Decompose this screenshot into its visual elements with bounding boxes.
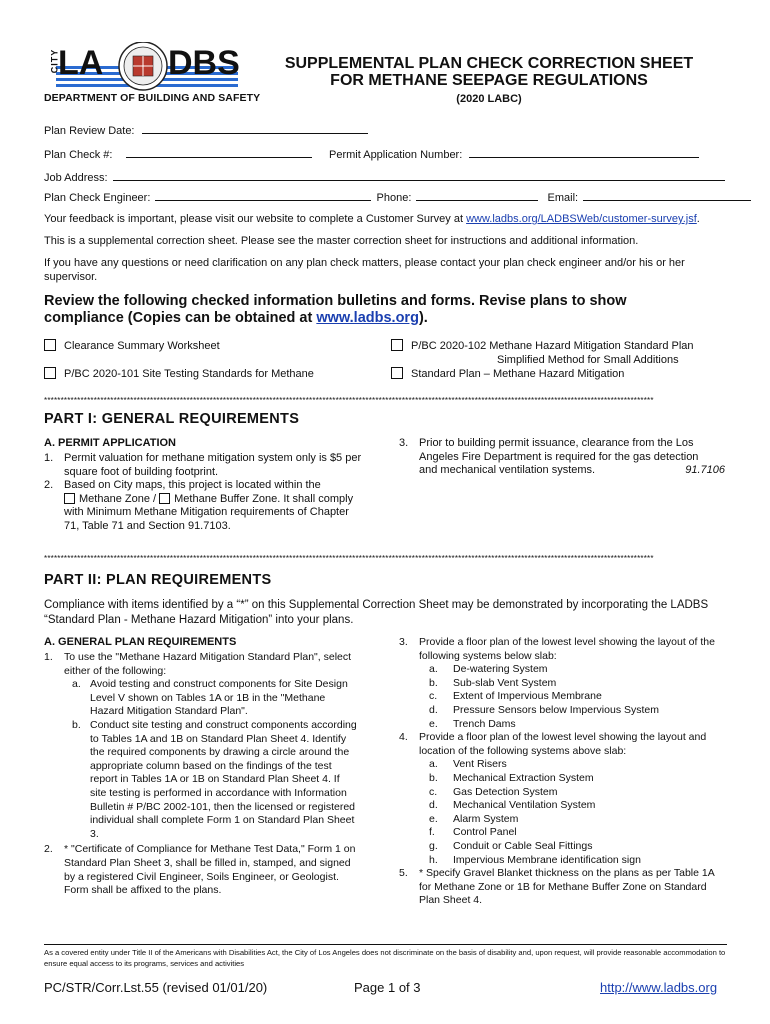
plan-check-label: Plan Check #: — [44, 149, 113, 161]
field-plan-review-date — [44, 122, 368, 139]
methane-zone-checkbox[interactable] — [64, 493, 75, 504]
sub-item-text: Conduct site testing and construct components according to Tables 1A and 1B on Standard Plan Sheet 4. Identify the required components by drawing a circle around the appropriate column based on the findings of the test report in Tables 1A or 1B on Standard Plan Sheet 4. If site testing is performed in accordance with Information Bulletin # P/BC 2002-101, then the licensed or registered individual shall complete Form 1 on Standard Plan Sheet 3. — [90, 718, 357, 840]
sub-item: f. Control Panel — [429, 826, 517, 839]
checkbox[interactable] — [391, 367, 403, 379]
ladbs-website-link[interactable]: http://www.ladbs.org — [600, 980, 718, 995]
item-text-cont: with Minimum Methane Mitigation requirements of Chapter 71, Table 71 and Section 91.7103. — [64, 506, 349, 532]
checklist-label: P/BC 2020-101 Site Testing Standards for Methane — [64, 368, 314, 380]
feedback-text: Your feedback is important, please visit our website to complete a Customer Survey at — [44, 213, 467, 225]
sub-item: d. Pressure Sensors below Impervious System — [429, 703, 659, 716]
logo-la: LA — [58, 44, 104, 82]
list-item: 4. Provide a floor plan of the lowest level showing the layout and location of the following systems above slab: a. Vent Risers b. Mechanical Extraction System c. Gas Detection System d. Mechanical Ventilation System e. Alarm System f. Control Panel g. Conduit or Cable Seal Fittings h. Impervious Membrane identification sign — [399, 731, 729, 867]
part-1-section-a: A. PERMIT APPLICATION — [44, 437, 176, 449]
sub-item-text: Control Panel — [453, 826, 517, 839]
logo-dbs: DBS — [168, 44, 240, 82]
sub-item: h. Impervious Membrane identification sign — [429, 853, 641, 866]
part-2-title: PART II: PLAN REQUIREMENTS — [44, 572, 272, 588]
part-2-section-a: A. GENERAL PLAN REQUIREMENTS — [44, 636, 237, 648]
sub-item-text: De-watering System — [453, 663, 548, 676]
checklist-label: Clearance Summary Worksheet — [64, 340, 220, 352]
sub-item-text: Mechanical Ventilation System — [453, 799, 596, 812]
part-2-intro: Compliance with items identified by a “*” on this Supplemental Correction Sheet may be demonstrated by incorporating the LADBS “Standard Plan - Methane Hazard Mitigation” into your plans. — [44, 599, 709, 626]
permit-application-input[interactable] — [469, 146, 699, 158]
methane-buffer-checkbox[interactable] — [159, 493, 170, 504]
item-text: * "Certificate of Compliance for Methane Test Data," Form 1 on Standard Plan Sheet 3, shall be filled in, stamped, and signed by a registered Civil Engineer, Soils Engineer, or Geologist. Form shall be affixed to the plans. — [64, 843, 356, 897]
sub-item-text: Vent Risers — [453, 758, 507, 771]
field-plan-check — [44, 146, 312, 163]
checklist-standard-plan[interactable] — [391, 367, 624, 382]
item-text: Permit valuation for methane mitigation system only is $5 per square foot of building footprint. — [64, 452, 362, 478]
field-engineer-row — [44, 189, 751, 206]
sub-item: a. De-watering System — [429, 663, 548, 676]
sub-item: a. Vent Risers — [429, 758, 507, 771]
part-1-col-left — [44, 452, 374, 534]
logo-department: DEPARTMENT OF BUILDING AND SAFETY — [44, 92, 261, 104]
sub-item: c. Extent of Impervious Membrane — [429, 690, 602, 703]
list-item: 1. Permit valuation for methane mitigation system only is $5 per square foot of building footprint. — [44, 452, 374, 479]
form-number: PC/STR/Corr.Lst.55 (revised 01/01/20) — [44, 980, 268, 995]
checkbox[interactable] — [44, 339, 56, 351]
item-text: Based on City maps, this project is located within the — [64, 479, 321, 492]
checklist-label-line2: Simplified Method for Small Additions — [497, 353, 679, 366]
sub-item-text: Trench Dams — [453, 717, 516, 730]
job-address-label: Job Address: — [44, 172, 108, 184]
list-item: 3. Provide a floor plan of the lowest level showing the layout of the following systems below slab: a. De-watering System b. Sub-slab Vent System c. Extent of Impervious Membrane d. Pressure Sensors below Impervious System e. Trench Dams — [399, 636, 729, 731]
phone-input[interactable] — [416, 189, 538, 201]
supplemental-paragraph: This is a supplemental correction sheet. Please see the master correction sheet for instructions and additional information. — [44, 235, 639, 247]
list-item: 2. Based on City maps, this project is located within the Methane Zone / Methane Buffer Zone. It shall comply with Minimum Methane Mitigation requirements of Chapter 71, Table 71 and Section 91.7103. — [44, 479, 374, 533]
code-reference: 91.7106 — [685, 464, 725, 476]
plan-review-date-input[interactable] — [142, 122, 368, 134]
sub-item-text: Conduit or Cable Seal Fittings — [453, 839, 593, 852]
sub-item: d. Mechanical Ventilation System — [429, 799, 596, 812]
list-item: 2. * "Certificate of Compliance for Methane Test Data," Form 1 on Standard Plan Sheet 3, shall be filled in, stamped, and signed by a registered Civil Engineer, Soils Engineer, or Geologist. Form shall be affixed to the plans. — [44, 843, 384, 897]
phone-label: Phone: — [376, 192, 412, 204]
footer-rule — [44, 944, 727, 945]
plan-review-date-label: Plan Review Date: — [44, 125, 135, 137]
sub-item: b. Mechanical Extraction System — [429, 771, 594, 784]
checklist-pbc-101[interactable] — [44, 367, 314, 382]
field-job-address — [44, 169, 725, 186]
methane-buffer-label: Methane Buffer Zone. It shall comply — [174, 492, 354, 505]
sub-item: c. Gas Detection System — [429, 785, 558, 798]
sub-item: a. Avoid testing and construct components for Site Design Level V shown on Tables 1A or 1B in the "Methane Hazard Mitigation Standard Plan". — [64, 678, 384, 719]
job-address-input[interactable] — [113, 169, 725, 181]
feedback-paragraph — [44, 213, 734, 227]
sub-item: b. Sub-slab Vent System — [429, 676, 557, 689]
feedback-period: . — [696, 213, 700, 225]
logo-city: CITY — [49, 48, 60, 74]
customer-survey-link[interactable]: www.ladbs.org/LADBSWeb/customer-survey.jsf — [466, 213, 697, 225]
sub-item: e. Trench Dams — [429, 717, 516, 730]
checklist-clearance[interactable] — [44, 339, 220, 354]
email-label: Email: — [547, 192, 579, 204]
permit-application-label: Permit Application Number: — [329, 149, 463, 161]
list-item: 5. * Specify Gravel Blanket thickness on the plans as per Table 1A for Methane Zone or 1B for Methane Buffer Zone on Standard Plan Sheet 4. — [399, 867, 729, 908]
review-heading — [44, 293, 684, 327]
plan-check-engineer-label: Plan Check Engineer: — [44, 192, 151, 204]
email-input[interactable] — [583, 189, 751, 201]
list-item: 3. Prior to building permit issuance, clearance from the Los Angeles Fire Department is required for the gas detection and mechanical ventilation systems. 91.7106 — [399, 437, 725, 477]
item-text: Provide a floor plan of the lowest level showing the layout of the following systems below slab: — [419, 636, 715, 662]
ada-notice: As a covered entity under Title II of the Americans with Disabilities Act, the City of Los Angeles does not discriminate on the basis of disability and, upon request, will provide reasonable accommodation to ensure equal access to its programs, services and activities — [44, 948, 726, 968]
item-text: * Specify Gravel Blanket thickness on the plans as per Table 1A for Methane Zone or 1B for Methane Buffer Zone on Standard Plan Sheet 4. — [419, 867, 715, 907]
sub-item-text: Gas Detection System — [453, 785, 558, 798]
page-title — [250, 55, 728, 109]
sub-item-text: Pressure Sensors below Impervious System — [453, 703, 659, 716]
list-item: 1. To use the "Methane Hazard Mitigation Standard Plan", select either of the following: a. Avoid testing and construct components for Site Design Level V shown on Tables 1A or 1B in the "Methane Hazard Mitigation Standard Plan". b. Conduct site testing and construct components according to Tables 1A and 1B on Standard Plan Sheet 4. Identify the required components by drawing a circle around the appropriate column based on the findings of the test report in Tables 1A or 1B on Standard Plan Sheet 4. If site testing is performed in accordance with Information Bulletin # P/BC 2002-101, then the licensed or registered individual shall complete Form 1 on Standard Plan Sheet 3. — [44, 651, 384, 841]
item-text: Prior to building permit issuance, clearance from the Los Angeles Fire Department is required for the gas detection and mechanical ventilation systems. — [419, 437, 699, 477]
title-line-2: FOR METHANE SEEPAGE REGULATIONS — [330, 72, 648, 89]
item-text: To use the "Methane Hazard Mitigation Standard Plan", select either of the following: — [64, 651, 352, 677]
sub-item-text: Mechanical Extraction System — [453, 771, 594, 784]
part-2-col-left — [44, 651, 384, 898]
separator-stars: **************************************************************************************************************************************************************************************** — [44, 554, 654, 563]
separator-stars: **************************************************************************************************************************************************************************************** — [44, 396, 654, 405]
sub-item-text: Alarm System — [453, 812, 519, 825]
code-edition: (2020 LABC) — [456, 93, 522, 105]
sub-item: b. Conduct site testing and construct components according to Tables 1A and 1B on Standard Plan Sheet 4. Identify the required components by drawing a circle around the appropriate column based on the findings of the test report in Tables 1A or 1B on Standard Plan Sheet 4. If site testing is performed in accordance with Information Bulletin # P/BC 2002-101, then the licensed or registered individual shall complete Form 1 on Standard Plan Sheet 3. — [72, 718, 357, 840]
item-text: Provide a floor plan of the lowest level showing the layout and location of the following systems above slab: — [419, 731, 707, 757]
sub-item-text: Sub-slab Vent System — [453, 676, 557, 689]
sub-item: g. Conduit or Cable Seal Fittings — [429, 839, 593, 852]
field-permit-application — [329, 146, 699, 163]
checklist-pbc-102[interactable] — [391, 339, 694, 367]
sub-list — [419, 758, 729, 867]
plan-check-input[interactable] — [126, 146, 312, 158]
sub-item-text: Extent of Impervious Membrane — [453, 690, 602, 703]
checklist-label: P/BC 2020-102 Methane Hazard Mitigation Standard Plan — [411, 340, 694, 352]
checkbox[interactable] — [391, 339, 403, 351]
plan-check-engineer-input[interactable] — [155, 189, 371, 201]
title-line-1: SUPPLEMENTAL PLAN CHECK CORRECTION SHEET — [284, 55, 694, 72]
checklist-label: Standard Plan – Methane Hazard Mitigation — [411, 368, 625, 380]
sub-item: e. Alarm System — [429, 812, 519, 825]
sub-item-text: Impervious Membrane identification sign — [453, 853, 641, 866]
review-heading-close: ). — [418, 310, 428, 326]
questions-paragraph: If you have any questions or need clarification on any plan check matters, please contact your plan check engineer and/or his or her supervisor. — [44, 257, 685, 283]
sub-item-text: Avoid testing and construct components for Site Design Level V shown on Tables 1A or 1B in the "Methane Hazard Mitigation Standard Plan". — [90, 678, 348, 718]
part-1-title: PART I: GENERAL REQUIREMENTS — [44, 411, 300, 427]
sub-list — [419, 663, 729, 731]
ladbs-logo — [44, 42, 261, 106]
methane-zone-label: Methane Zone / — [79, 492, 157, 505]
part-1-col-right — [399, 437, 729, 478]
review-heading-text: Review the following checked information bulletins and forms. Revise plans to show compliance (Copies can be obtained at — [44, 293, 627, 326]
ladbs-link[interactable]: www.ladbs.org — [316, 310, 419, 326]
part-2-col-right — [399, 636, 729, 908]
page-number: Page 1 of 3 — [354, 980, 421, 995]
checkbox[interactable] — [44, 367, 56, 379]
